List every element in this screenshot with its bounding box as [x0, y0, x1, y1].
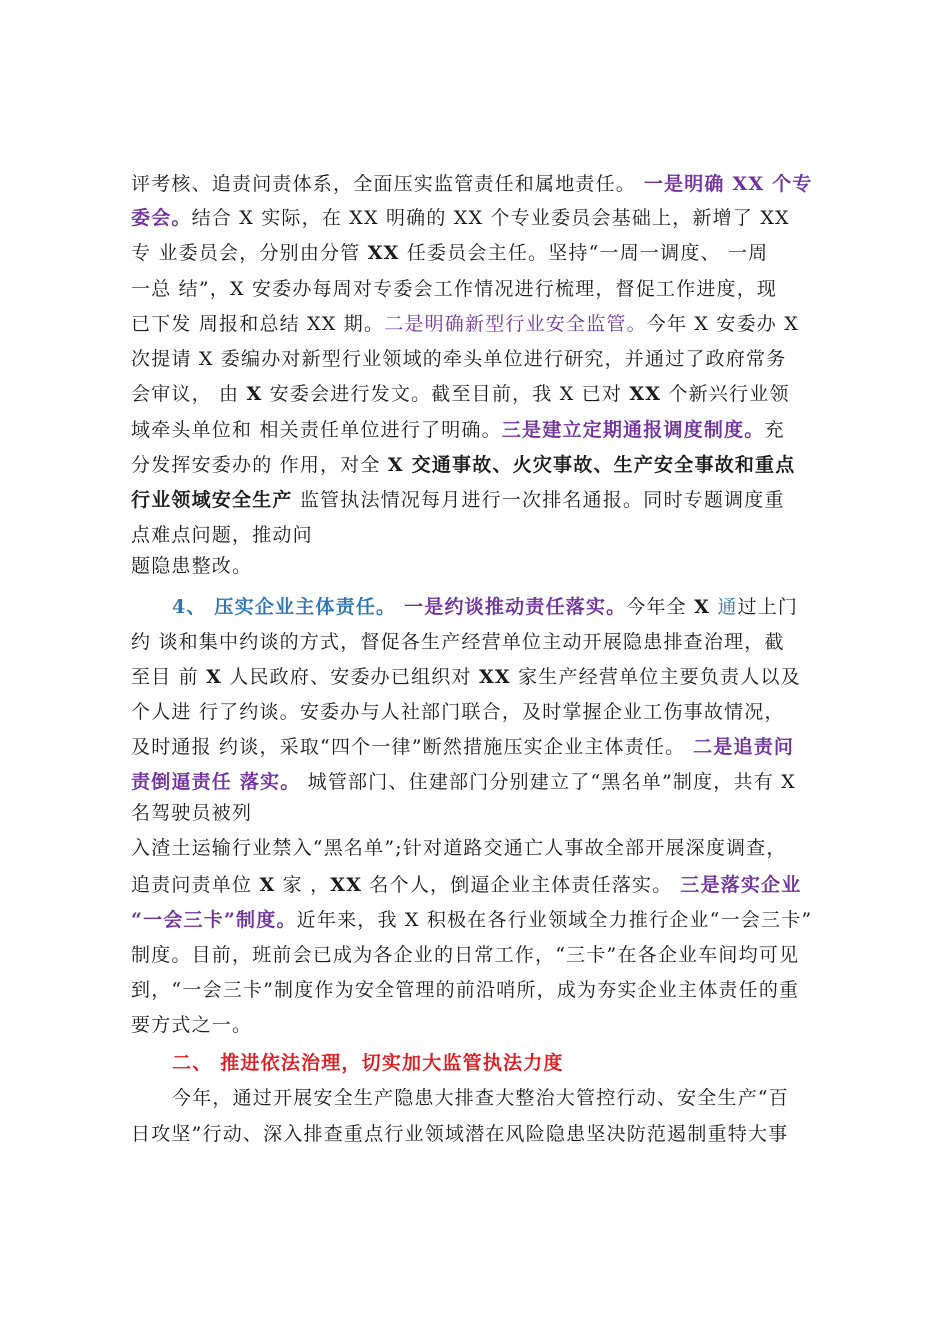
text-line	[131, 835, 787, 861]
text-run: 今年全	[626, 596, 695, 618]
text-run: 今年，通过开展安全生产隐患大排查大整治大管控行动、安全生产“百	[172, 1087, 789, 1109]
bold-run: X	[259, 874, 276, 896]
text-line	[172, 594, 798, 620]
text-line	[131, 487, 785, 513]
text-run: 近年来，我 X 积极在各行业领域全力推行企业“一会三卡”	[296, 909, 813, 931]
text-run: 今年 X 安委办 X	[646, 313, 799, 335]
heading-run: 责倒逼责任 落实。	[131, 771, 301, 793]
text-run: 专 业委员会，分别由分管	[131, 242, 368, 264]
text-run: 安委会进行发文。截至目前，我 X 已对	[262, 383, 630, 405]
text-run: 域牵头单位和 相关责任单位进行了明确。	[131, 419, 502, 441]
text-run: 个人进 行了约谈。安委办与人社部门联合，及时掌握企业工伤事故情况，	[131, 701, 785, 723]
text-line	[131, 276, 777, 302]
text-run: 监管执法情况每月进行一次排名通报。同时专题调度重	[292, 489, 785, 511]
text-run: 名个人，倒逼企业主体责任落实。	[362, 874, 673, 896]
text-line	[131, 907, 812, 933]
heading-run: 二是明确新型行业安全监管。	[384, 313, 647, 335]
text-line	[131, 800, 252, 826]
text-line	[131, 1121, 788, 1147]
bold-run: XX	[367, 242, 400, 264]
text-run: 日攻坚”行动、深入排查重点行业领域潜在风险隐患坚决防范遏制重特大事	[131, 1123, 789, 1145]
heading-run: 三是建立定期通报调度制度。	[501, 419, 765, 441]
text-run: 次提请 X 委编办对新型行业领域的牵头单位进行研究，并通过了政府常务	[131, 348, 787, 370]
text-run: 追责问责单位	[131, 874, 260, 896]
heading-run: 委会。	[131, 207, 192, 229]
text-line	[131, 1012, 252, 1038]
text-run: 到，“一会三卡”制度作为安全管理的前沿哨所，成为夯实企业主体责任的重	[131, 979, 800, 1001]
text-line	[131, 699, 785, 725]
text-run: 人民政府、安委办已组织对	[222, 666, 479, 688]
text-line	[131, 522, 313, 548]
section-heading	[172, 1050, 564, 1076]
bold-run: X	[206, 666, 223, 688]
text-run: 制度。目前，班前会已成为各企业的日常工作，“三卡”在各企业车间均可见	[131, 944, 800, 966]
section-heading-run: 4、 压实企业主体责任。	[172, 596, 397, 618]
text-run: 已下发 周报和总结 XX 期。	[131, 313, 385, 335]
text-run: 会审议， 由	[131, 383, 247, 405]
text-line	[131, 381, 790, 407]
text-line	[131, 664, 801, 690]
text-line	[131, 240, 768, 266]
text-line	[131, 205, 790, 231]
bold-run: XX	[330, 874, 363, 896]
text-line	[131, 553, 252, 579]
text-run: 城管部门、住建部门分别建立了“黑名单”制度，共有 X	[300, 771, 796, 793]
text-run: 过上门	[737, 596, 799, 618]
text-run: 点难点问题，推动问	[131, 524, 313, 546]
text-run: 家 ，	[275, 874, 331, 896]
bold-run: XX	[478, 666, 511, 688]
text-line	[131, 346, 786, 372]
text-run: 及时通报 约谈，采取“四个一律”断然措施压实企业主体责任。	[131, 736, 686, 758]
text-run: 分发挥安委办的 作用，对全	[131, 454, 388, 476]
text-run: 个新兴行业领	[661, 383, 790, 405]
text-line	[131, 942, 799, 968]
text-run: 一总 结”，X 安委办每周对专委会工作情况进行梳理，督促工作进度，现	[131, 278, 778, 300]
text-run: 入渣土运输行业禁入“黑名单”;针对道路交通亡人事故全部开展深度调查，	[131, 837, 787, 859]
text-run: 任委员会主任。坚持“一周一调度、 一周	[399, 242, 769, 264]
text-line	[131, 734, 794, 760]
text-line	[131, 629, 785, 655]
text-line	[131, 977, 799, 1003]
heading-run: 三是落实企业	[672, 874, 802, 896]
text-run: 名驾驶员被列	[131, 802, 253, 824]
text-run: 评考核、追责问责体系，全面压实监管责任和属地责任。	[131, 173, 637, 195]
text-run: 家生产经营单位主要负责人以及	[510, 666, 801, 688]
text-run: 要方式之一。	[131, 1014, 253, 1036]
heading-run: 二是追责问	[685, 736, 795, 758]
section-heading-run: 二、 推进依法治理，切实加大监管执法力度	[172, 1052, 564, 1074]
text-line	[131, 872, 801, 898]
text-line	[131, 417, 785, 443]
text-line	[131, 171, 813, 197]
text-run: 至目 前	[131, 666, 207, 688]
text-run: 充	[764, 419, 785, 441]
bold-run: X	[246, 383, 263, 405]
heading-run: 一是约谈推动责任落实。	[396, 596, 627, 618]
text-line	[131, 769, 796, 795]
text-line	[131, 311, 799, 337]
heading-run: “一会三卡”制度。	[131, 909, 297, 931]
bold-run: 行业领域安全生产	[131, 489, 293, 511]
bold-run: X 交通事故、火灾事故、生产安全事故和重点	[387, 454, 796, 476]
text-run: 约 谈和集中约谈的方式，督促各生产经营单位主动开展隐患排查治理，截	[131, 631, 785, 653]
text-run: 结合 X 实际，在 XX 明确的 XX 个专业委员会基础上，新增了 XX	[191, 207, 790, 229]
bold-run: XX	[629, 383, 662, 405]
text-line	[131, 452, 795, 478]
bold-run: X	[694, 596, 711, 618]
text-run: 题隐患整改。	[131, 555, 253, 577]
highlight-run: 通	[717, 596, 738, 618]
text-line	[172, 1085, 789, 1111]
heading-run: 一是明确 XX 个专	[636, 173, 813, 195]
